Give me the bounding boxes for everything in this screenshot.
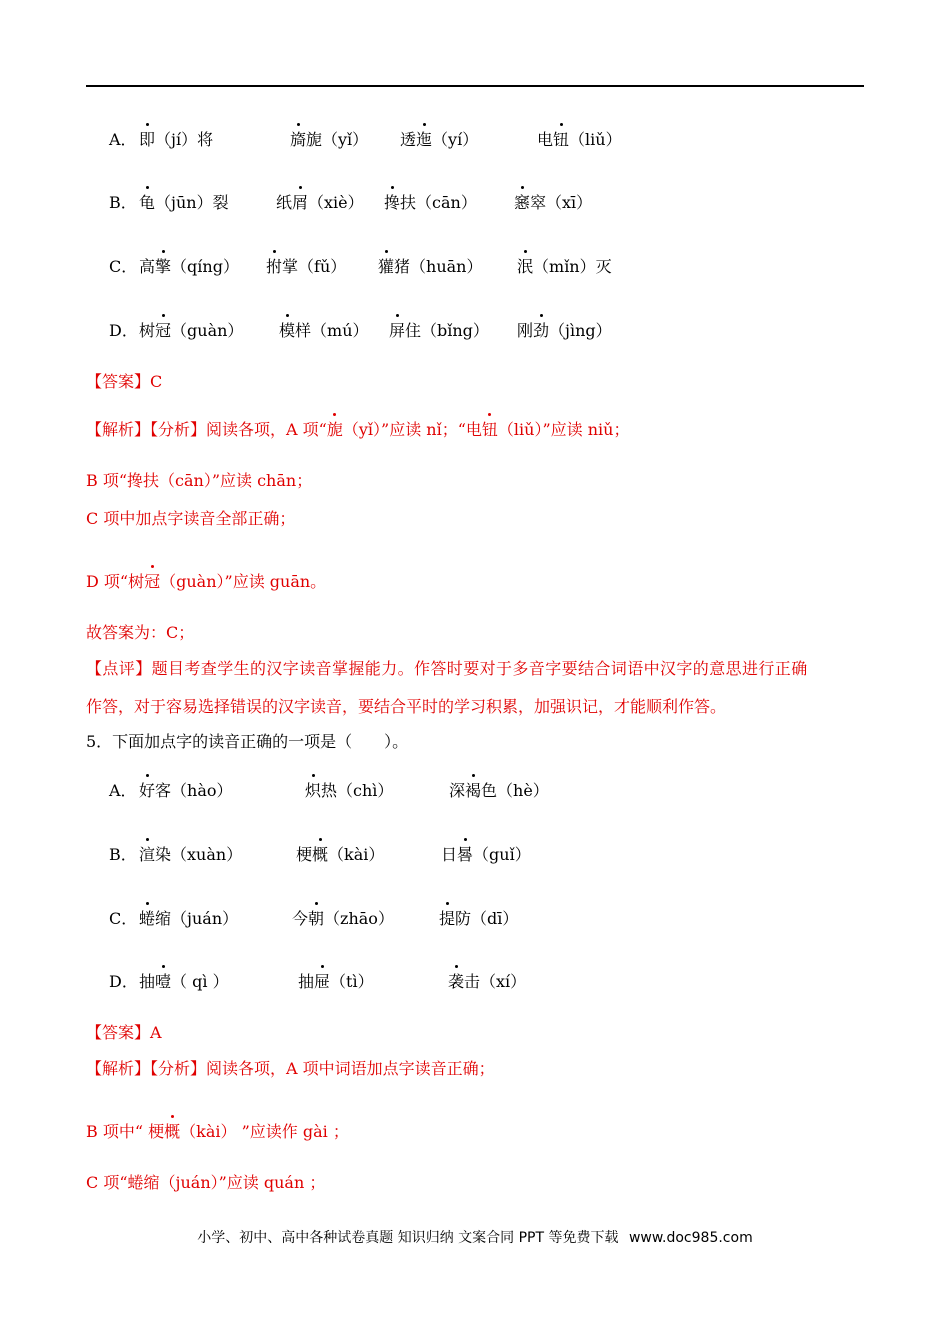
dotted-char: 钮 (553, 130, 570, 149)
option-word: 渲染（xuàn） (139, 845, 243, 864)
option-word: 好客（hào） (139, 781, 233, 800)
option-word: 模样（mú） (279, 321, 369, 340)
dotted-char: 钮 (481, 420, 498, 439)
q4-comment-line2: 作答，对于容易选择错误的汉字读音，要结合平时的学习积累，加强识记，才能顺利作答。 (86, 697, 727, 716)
dotted-char: 朝 (308, 909, 325, 928)
dotted-char: 屉 (314, 972, 331, 991)
dotted-char: 屏 (389, 321, 406, 340)
dotted-char: 噎 (155, 972, 172, 991)
option-word: 树冠（guàn） (139, 321, 244, 340)
dotted-char: 搀 (384, 193, 401, 212)
option-word: 梗概（kài） (296, 845, 385, 864)
q4-analysis-b: B 项“搀扶（cān）”应读 chān； (86, 471, 313, 490)
option-word: 蜷缩（juán） (139, 909, 239, 928)
q5-analysis-c: C 项“蜷缩（juán）”应读 quán ； (86, 1173, 326, 1192)
header-rule (86, 85, 864, 87)
option-label: B． (109, 845, 137, 864)
dotted-char: 好 (139, 781, 156, 800)
q5-answer: 【答案】A (86, 1023, 162, 1042)
option-word: 搀扶（cān） (384, 193, 477, 212)
dotted-char: 屑 (292, 193, 309, 212)
option-word: 獾猪（huān） (378, 257, 483, 276)
option-word: 刚劲（jìng） (517, 321, 612, 340)
dotted-char: 蜷 (139, 909, 156, 928)
dotted-char: 獾 (378, 257, 395, 276)
dotted-char: 炽 (305, 781, 322, 800)
option-word: 抽屉（tì） (298, 972, 374, 991)
dotted-char: 模 (279, 321, 296, 340)
dotted-char: 概 (164, 1122, 181, 1141)
option-label: B． (109, 193, 137, 212)
option-label: A． (109, 130, 137, 149)
q4-analysis-d: D 项“树冠（guàn）”应读 guān。 (86, 572, 327, 591)
dotted-char: 迤 (416, 130, 433, 149)
dotted-char: 冠 (144, 572, 161, 591)
option-word: 高擎（qíng） (139, 257, 239, 276)
q5-analysis-b: B 项中“ 梗概（kài） ”应读作 gài ； (86, 1122, 349, 1141)
option-word: 旖旎（yǐ） (290, 130, 369, 149)
option-word: 泯（mǐn）灭 (517, 257, 612, 276)
dotted-char: 旖 (290, 130, 307, 149)
option-word: 拊掌（fǔ） (266, 257, 347, 276)
footer-url[interactable]: www.doc985.com (628, 1230, 753, 1246)
dotted-char: 龟 (139, 193, 156, 212)
option-word: 深褐色（hè） (449, 781, 549, 800)
dotted-char: 即 (139, 130, 156, 149)
q4-conclusion: 故答案为：C； (86, 623, 195, 642)
dotted-char: 泯 (517, 257, 534, 276)
option-word: 炽热（chì） (305, 781, 394, 800)
dotted-char: 晷 (457, 845, 474, 864)
dotted-char: 擎 (155, 257, 172, 276)
option-word: 抽噎（ qì ） (139, 972, 229, 991)
option-word: 龟（jūn）裂 (139, 193, 229, 212)
q5-analysis-a: 【解析】【分析】阅读各项，A 项中词语加点字读音正确； (86, 1059, 495, 1078)
analysis-tag: 【解析】【分析】 (86, 420, 207, 439)
dotted-char: 提 (439, 909, 456, 928)
q5-stem: 5．下面加点字的读音正确的一项是（ ）。 (86, 732, 409, 751)
option-word: 今朝（zhāo） (292, 909, 394, 928)
option-word: 即（jí）将 (139, 130, 214, 149)
option-word: 袭击（xí） (448, 972, 527, 991)
dotted-char: 袭 (448, 972, 465, 991)
dotted-char: 旎 (326, 420, 343, 439)
dotted-char: 渲 (139, 845, 156, 864)
option-label: C． (109, 257, 138, 276)
dotted-char: 概 (312, 845, 329, 864)
dotted-char: 劲 (533, 321, 550, 340)
q4-comment-line1: 【点评】题目考查学生的汉字读音掌握能力。作答时要对于多音字要结合词语中汉字的意思进行正确 (86, 659, 808, 678)
option-label: D． (109, 972, 138, 991)
dotted-char: 褐 (465, 781, 482, 800)
dotted-char: 拊 (266, 257, 283, 276)
footer-text: 小学、初中、高中各种试卷真题 知识归纳 文案合同 PPT 等免费下载 (197, 1230, 619, 1246)
option-label: C． (109, 909, 138, 928)
option-word: 屏住（bǐng） (389, 321, 489, 340)
option-word: 提防（dī） (439, 909, 519, 928)
q4-answer: 【答案】C (86, 372, 163, 391)
option-word: 窸窣（xī） (514, 193, 593, 212)
option-word: 纸屑（xiè） (276, 193, 364, 212)
option-word: 电钮（liǔ） (537, 130, 622, 149)
page-footer (0, 1227, 950, 1247)
dotted-char: 窸 (514, 193, 531, 212)
option-label: A． (109, 781, 137, 800)
q4-analysis-c: C 项中加点字读音全部正确； (86, 509, 296, 528)
option-word: 日晷（guǐ） (441, 845, 531, 864)
q4-analysis-a: 【解析】【分析】阅读各项，A 项“旎（yǐ）”应读 nǐ；“电钮（liǔ）”应读 niǔ； (86, 420, 630, 439)
dotted-char: 冠 (155, 321, 172, 340)
analysis-tag: 【解析】【分析】 (86, 1059, 207, 1078)
option-label: D． (109, 321, 138, 340)
option-word: 透迤（yí） (400, 130, 479, 149)
